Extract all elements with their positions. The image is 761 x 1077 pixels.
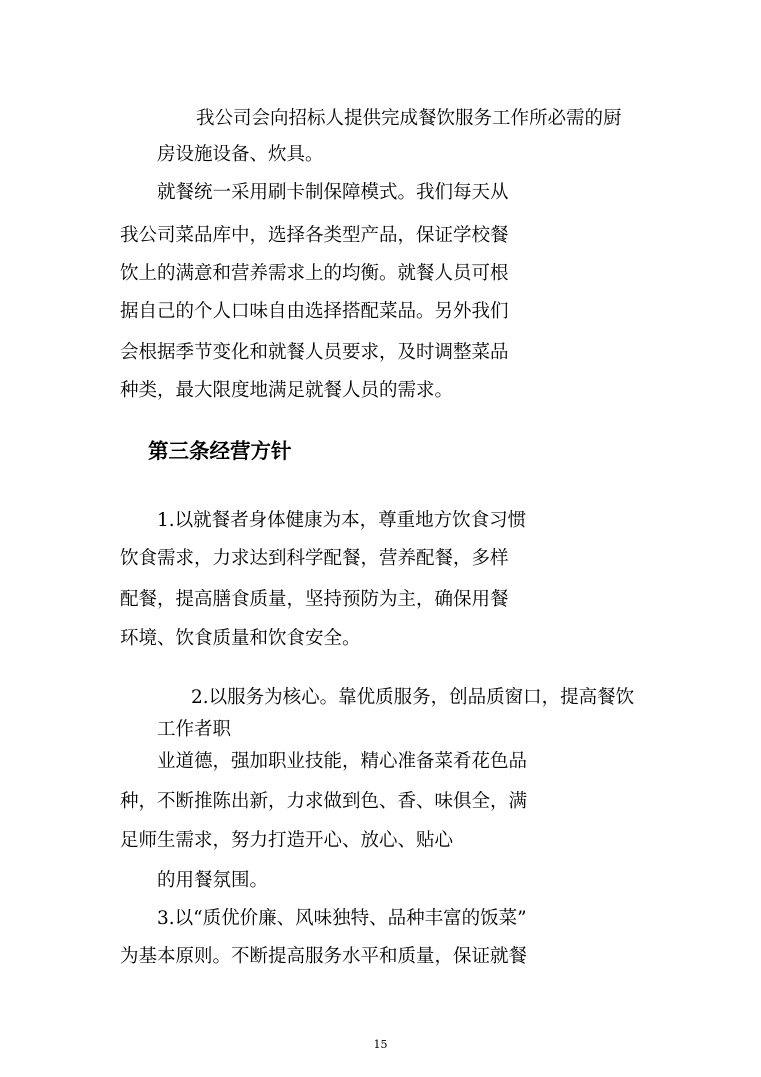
- text-line: 据自己的个人口味自由选择搭配菜品。另外我们: [120, 301, 509, 322]
- text-line: 会根据季节变化和就餐人员要求，及时调整菜品: [120, 342, 509, 363]
- text-line: 配餐，提高膳食质量，坚持预防为主，确保用餐: [120, 589, 509, 610]
- text-line: 饮食需求，力求达到科学配餐，营养配餐，多样: [120, 548, 509, 569]
- text-line: 环境、饮食质量和饮食安全。: [120, 628, 361, 649]
- text-line: 为基本原则。不断提高服务水平和质量，保证就餐: [120, 946, 528, 967]
- text-line: 工作者职: [157, 719, 232, 740]
- text-line: 房设施设备、炊具。: [157, 144, 324, 165]
- text-line: 饮上的满意和营养需求上的均衡。就餐人员可根: [120, 263, 509, 284]
- text-line: 就餐统一采用刷卡制保障模式。我们每天从: [157, 182, 509, 203]
- page-number: 15: [373, 1038, 388, 1051]
- text-line: 业道德，强加职业技能，精心准备菜肴花色品: [157, 751, 528, 772]
- text-line: 足师生需求，努力打造开心、放心、贴心: [120, 830, 454, 851]
- text-line: 2.以服务为核心。靠优质服务，创品质窗口，提高餐饮: [191, 687, 635, 708]
- text-line: 的用餐氛围。: [157, 870, 269, 891]
- text-line: 种类，最大限度地满足就餐人员的需求。: [120, 380, 454, 401]
- text-line: 种，不断推陈出新，力求做到色、香、味俱全，满: [120, 791, 528, 812]
- text-line: 我公司菜品库中，选择各类型产品，保证学校餐: [120, 225, 509, 246]
- text-line: 1.以就餐者身体健康为本，尊重地方饮食习惯: [157, 510, 527, 531]
- text-line: 我公司会向招标人提供完成餐饮服务工作所必需的厨: [196, 108, 622, 129]
- section-heading: 第三条经营方针: [148, 439, 292, 463]
- text-line: 3.以“质优价廉、风味独特、品种丰富的饭菜”: [157, 908, 527, 929]
